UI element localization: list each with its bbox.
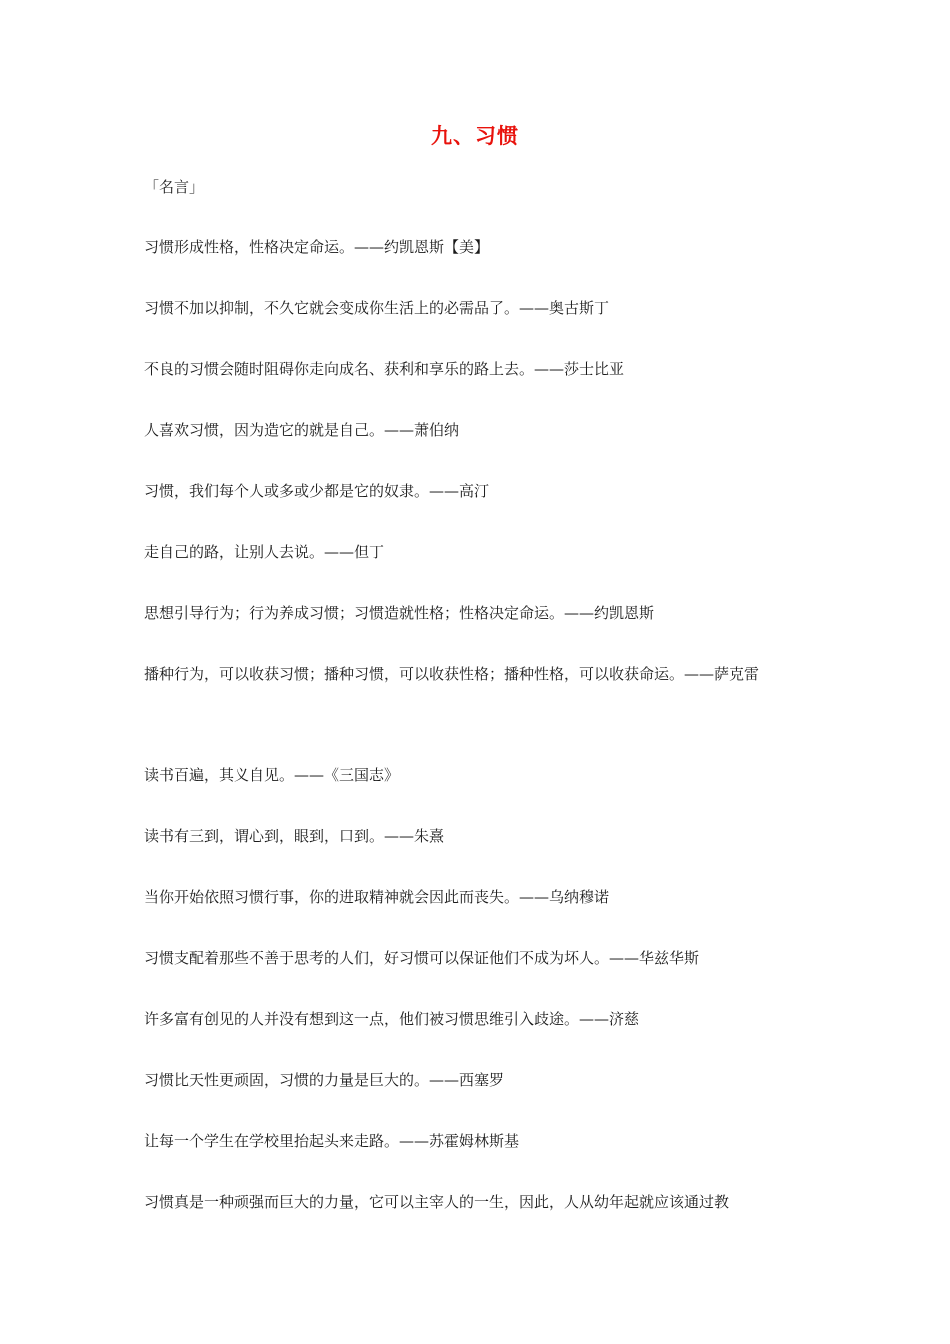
quote-line: 走自己的路，让别人去说。——但丁 xyxy=(144,543,385,561)
quote-line: 当你开始依照习惯行事，你的进取精神就会因此而丧失。——乌纳穆诺 xyxy=(144,888,610,906)
quote-line: 读书有三到，谓心到，眼到，口到。——朱熹 xyxy=(144,827,445,845)
quote-line: 许多富有创见的人并没有想到这一点，他们被习惯思维引入歧途。——济慈 xyxy=(144,1010,640,1028)
quote-line: 习惯支配着那些不善于思考的人们，好习惯可以保证他们不成为坏人。——华兹华斯 xyxy=(144,949,700,967)
quote-line: 播种行为，可以收获习惯；播种习惯，可以收获性格；播种性格，可以收获命运。——萨克雷 xyxy=(144,665,760,683)
quote-line: 习惯不加以抑制，不久它就会变成你生活上的必需品了。——奥古斯丁 xyxy=(144,299,610,317)
quote-line: 思想引导行为；行为养成习惯；习惯造就性格；性格决定命运。——约凯恩斯 xyxy=(144,604,655,622)
quote-line: 读书百遍，其义自见。——《三国志》 xyxy=(144,766,400,784)
quote-line: 习惯比天性更顽固，习惯的力量是巨大的。——西塞罗 xyxy=(144,1071,505,1089)
quote-line: 不良的习惯会随时阻碍你走向成名、获利和享乐的路上去。——莎士比亚 xyxy=(144,360,625,378)
quote-line: 习惯真是一种顽强而巨大的力量，它可以主宰人的一生，因此，人从幼年起就应该通过教 xyxy=(144,1193,730,1211)
quote-line: 人喜欢习惯，因为造它的就是自己。——萧伯纳 xyxy=(144,421,460,439)
quote-line: 习惯，我们每个人或多或少都是它的奴隶。——高汀 xyxy=(144,482,490,500)
page-title: 九、习惯 xyxy=(431,123,519,148)
quote-line: 习惯形成性格，性格决定命运。——约凯恩斯【美】 xyxy=(144,238,490,256)
quote-line: 让每一个学生在学校里抬起头来走路。——苏霍姆林斯基 xyxy=(144,1132,520,1150)
section-label: 「名言」 xyxy=(144,178,205,196)
